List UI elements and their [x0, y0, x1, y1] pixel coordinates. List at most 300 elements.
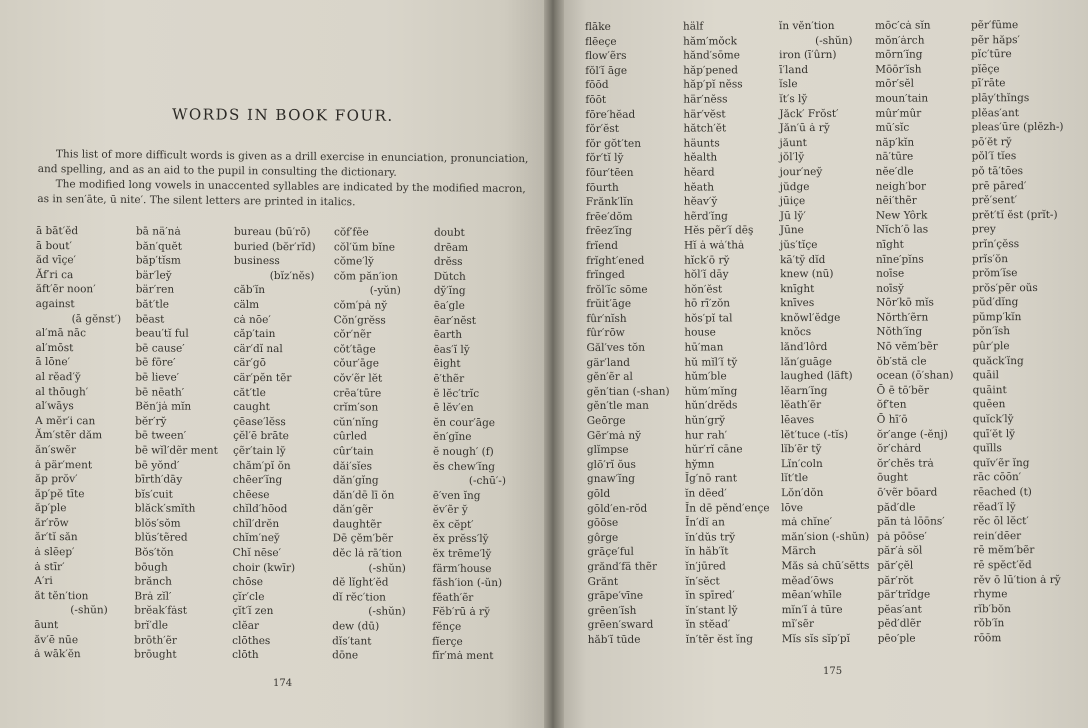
word-entry: al′mā nāc	[35, 327, 87, 340]
word-entry: (ā gĕnst′)	[71, 312, 122, 325]
word-entry: cŏl′ŭm bĭne	[333, 240, 395, 254]
word-entry: Märch	[781, 545, 817, 558]
word-column	[34, 224, 121, 662]
word-entry: rĕad′ĭ ly̆	[973, 500, 1016, 513]
word-entry: (-chū′-)	[468, 474, 506, 488]
word-entry: fûr′nĭsh	[586, 312, 627, 325]
word-entry: fŏr gŏt′ten	[585, 137, 641, 150]
word-entry: blŏs′sŏm	[134, 517, 181, 530]
word-entry: ĕv′ẽr y̆	[432, 504, 468, 517]
word-entry: ocean (ō′shan)	[876, 369, 954, 382]
word-entry: dĕ lĭght′ĕd	[332, 576, 389, 589]
word-entry: lăn′guāge	[780, 355, 832, 368]
word-entry: knŏwl′ĕdge	[780, 311, 841, 325]
word-entry: ăr′rōw	[34, 516, 69, 530]
word-entry: gĕn′tle man	[586, 400, 649, 413]
word-entry: mȧ chĭne′	[781, 516, 833, 529]
word-entry: quāint	[972, 384, 1007, 397]
word-entry: rein′dēer	[973, 529, 1022, 543]
word-entry: New Yôrk	[875, 209, 928, 222]
word-entry: fûr′rōw	[586, 327, 625, 340]
word-entry: fōōd	[585, 79, 609, 92]
word-entry: frēe′dŏm	[585, 210, 633, 223]
word-entry: Mĭs sĭs sĭp′pĭ	[781, 632, 850, 646]
word-entry: pûr′ple	[972, 340, 1010, 353]
word-entry: Mōōr′ĭsh	[875, 63, 922, 76]
word-entry: băn′quĕt	[135, 240, 182, 253]
word-entry: glō′rĭ ŏus	[586, 458, 636, 471]
word-entry: Nōr′kō mĭs	[876, 296, 934, 310]
word-entry: căb′ĭn	[233, 284, 266, 297]
word-entry: Grănt	[587, 575, 619, 588]
word-entry: doubt	[433, 226, 465, 239]
word-entry: fŏr′ĕst	[585, 123, 619, 136]
word-entry: al rĕad′y̆	[35, 370, 81, 384]
word-entry: noīse	[876, 267, 905, 280]
word-entry: fĭr′mȧ ment	[432, 649, 494, 663]
word-entry: dăn′dē lī ŏn	[332, 488, 395, 502]
word-entry: (-shŭn)	[368, 605, 406, 619]
word-entry: Nŏth′ĭng	[876, 326, 923, 339]
word-entry: măn′sion (-shŭn)	[781, 530, 870, 543]
word-column	[332, 225, 407, 663]
word-entry: hăm′mŏck	[683, 34, 738, 48]
word-entry: prŏm′ĭse	[972, 267, 1018, 280]
word-entry: grēen′sward	[587, 619, 654, 632]
word-entry: dew (dū)	[332, 620, 380, 633]
word-entry: căt′tle	[233, 386, 266, 399]
word-entry: fŏl′ĭ āge	[585, 64, 628, 77]
word-entry: pī′rāte	[971, 77, 1006, 90]
word-entry: pĕd′dlẽr	[877, 617, 922, 631]
word-entry: dĭs′tant	[332, 634, 372, 648]
word-entry: (-shŭn)	[368, 562, 406, 575]
word-entry: ĭn vĕn′tion	[779, 19, 835, 33]
word-entry: flow′ẽrs	[585, 50, 627, 63]
word-entry: Dē çĕm′bẽr	[332, 532, 394, 546]
word-entry: fĭerçe	[432, 635, 463, 648]
word-entry: Nŏrth′ẽrn	[876, 311, 929, 324]
word-entry: păr′rŏt	[877, 574, 914, 587]
word-entry: lĭb′ẽr ty̆	[780, 443, 822, 456]
word-entry: gĕn′tian (-shan)	[586, 385, 670, 398]
word-entry: ōught	[876, 472, 908, 485]
word-entry: ā bāt′ĕd	[35, 224, 79, 238]
word-entry: rĕv ō lū′tion ȧ ry̆	[973, 573, 1061, 586]
word-entry: ĕx prĕss′ly̆	[432, 533, 489, 546]
word-entry: rēached (t)	[973, 486, 1032, 499]
word-entry: prey	[971, 223, 996, 236]
word-entry: ȧ pär′ment	[34, 458, 93, 471]
word-entry: ăft′ẽr noon′	[35, 283, 96, 296]
word-entry: nĕe′dle	[875, 165, 914, 178]
word-entry: Ĭn dē pĕnd′ençe	[685, 501, 770, 515]
word-column	[875, 18, 955, 646]
word-entry: ēight	[433, 358, 461, 371]
word-entry: ĕx cĕpt′	[432, 518, 474, 531]
word-entry: āunt	[34, 619, 59, 632]
word-entry: ā bout′	[35, 239, 72, 252]
word-entry: ēas′ĭ ly̆	[433, 343, 470, 356]
word-entry: brănch	[134, 575, 172, 588]
word-entry: Ăf′ri ca	[35, 268, 74, 281]
word-entry: cŏf′fēe	[333, 226, 369, 239]
word-entry: ăp prŏv′	[34, 473, 78, 486]
word-entry: fĕnçe	[432, 620, 462, 633]
word-entry: nā′tūre	[875, 150, 914, 164]
word-entry: Bĕn′jȧ mĭn	[135, 400, 192, 413]
word-entry: jŏl′ly̆	[779, 151, 805, 164]
word-entry: ĕn′gĭne	[433, 431, 472, 444]
word-entry: ō′vẽr bōard	[877, 486, 938, 499]
word-entry: nīght	[875, 238, 904, 251]
word-entry: (-yŭn)	[369, 284, 401, 297]
word-entry: Ĭg′nō rant	[684, 472, 737, 485]
word-entry: chăm′pĭ ŏn	[232, 459, 291, 472]
word-entry: ĕx trēme′ly̆	[432, 547, 492, 561]
word-entry: ăp′ple	[34, 502, 67, 515]
word-entry: färm′house	[432, 562, 492, 575]
word-entry: hō rī′zŏn	[684, 297, 731, 310]
word-entry: bā nä′nȧ	[135, 225, 181, 238]
word-entry: dăn′gẽr	[332, 503, 373, 516]
word-entry: çẽr′tain ly̆	[232, 444, 286, 457]
word-entry: mōrn′ĭng	[875, 48, 923, 61]
word-entry: bē wĭl′dẽr ment	[134, 444, 218, 457]
page-number-right: 175	[823, 666, 843, 677]
word-entry: gôrge	[587, 531, 619, 544]
word-entry: Ĭn′dĭ an	[685, 516, 725, 529]
word-entry: ēa′gle	[433, 299, 465, 312]
word-entry: nēi′thẽr	[875, 194, 917, 207]
word-entry: laughed (läft)	[780, 370, 853, 383]
word-entry: Jăn′ū ȧ ry̆	[779, 122, 830, 135]
word-entry: jăunt	[779, 136, 807, 149]
word-entry: rōōm	[973, 632, 1002, 645]
word-entry: Hĕs pẽr′ĭ dēş	[683, 224, 754, 237]
word-entry: Brȧ zĭl′	[134, 590, 172, 603]
word-entry: bē lieve′	[135, 371, 180, 384]
word-entry: blăck′smĭth	[134, 502, 196, 515]
word-entry: făsh′ion (-ŭn)	[432, 576, 503, 590]
word-entry: clōthes	[232, 634, 271, 647]
word-entry: ēarth	[433, 328, 463, 342]
word-entry: Nĭch′ō las	[875, 223, 929, 237]
word-entry: rhyme	[973, 588, 1008, 601]
word-entry: pēo′ple	[877, 632, 916, 645]
word-entry: hăp′pened	[683, 64, 739, 77]
word-entry: hŏl′ĭ dāy	[684, 268, 729, 281]
word-entry: rē mĕm′bẽr	[973, 544, 1035, 557]
word-entry: păr′çĕl	[877, 559, 914, 572]
word-entry: jŭs′tĭçe	[779, 238, 818, 252]
word-entry: jūiçe	[779, 195, 806, 208]
word-entry: Ō ē tō′bẽr	[876, 384, 930, 397]
word-entry: cŏur′āge	[333, 357, 379, 370]
word-entry: neigh′bor	[875, 180, 927, 193]
word-entry: choir (kwīr)	[232, 561, 296, 574]
word-entry: grāpe′vīne	[587, 589, 644, 603]
word-entry: bē tween′	[135, 429, 187, 442]
word-entry: pŏ tā′tōes	[971, 165, 1024, 178]
word-entry: pŏn′ĭsh	[972, 325, 1011, 338]
word-entry: clĕar	[232, 619, 260, 633]
word-entry: fōur′tēen	[585, 166, 634, 179]
word-entry: här′nĕss	[683, 93, 728, 106]
word-entry: bōugh	[134, 561, 168, 574]
word-entry: plāy′thĭngs	[971, 92, 1030, 105]
word-entry: hăb′ĭ tūde	[587, 633, 641, 646]
word-entry: mĭ′sẽr	[781, 618, 814, 631]
word-entry: knīght	[780, 282, 815, 295]
word-entry: Frănk′lĭn	[585, 195, 634, 209]
word-entry: frĭght′ened	[586, 254, 645, 267]
word-entry: beau′tĭ ful	[135, 327, 189, 340]
word-entry: quĭv′ẽr ĭng	[972, 456, 1030, 470]
word-entry: lĕath′ẽr	[780, 399, 822, 412]
word-entry: bē fōre′	[135, 356, 176, 369]
word-entry: hŭm′ble	[684, 370, 727, 383]
word-entry: grēen′ĭsh	[587, 604, 637, 617]
word-entry: jour′ney̆	[779, 165, 823, 179]
word-entry: brĭ′dle	[134, 619, 169, 632]
word-entry: Fĕb′rū ȧ ry̆	[432, 606, 491, 619]
word-entry: ŏr′chĕs trȧ	[876, 457, 934, 470]
word-entry: al thōugh′	[35, 385, 89, 398]
word-entry: căp′tain	[233, 328, 276, 341]
word-entry: pẽr′fūme	[971, 19, 1019, 32]
word-entry: rāc cōōn′	[972, 471, 1022, 484]
word-entry: cûr′tain	[332, 445, 374, 458]
word-entry: rŏb′ĭn	[973, 617, 1005, 630]
word-entry: caught	[233, 400, 270, 414]
word-entry: cär′pĕn tẽr	[233, 371, 292, 385]
word-entry: pŏl′ĭ tĭes	[971, 150, 1017, 163]
word-entry: Lŏn′dŏn	[781, 486, 824, 500]
word-entry: quĭck′ly̆	[972, 413, 1014, 426]
word-entry: mōr′sĕl	[875, 77, 914, 91]
word-entry: buried (bĕr′rĭd)	[233, 240, 316, 253]
word-entry: hĭck′ō ry̆	[684, 253, 730, 267]
word-column	[683, 19, 770, 647]
word-entry: frēez′ĭng	[585, 225, 633, 238]
word-entry: quĭlls	[972, 442, 1002, 455]
word-entry: hĕav′y̆	[683, 195, 718, 208]
word-entry: ĭn dēed′	[685, 487, 727, 500]
word-entry: bē nēath′	[135, 385, 185, 399]
word-entry: hŏs′pĭ tal	[684, 312, 733, 325]
word-entry: här′vĕst	[683, 107, 726, 121]
word-entry: rĕc ōl lĕct′	[973, 515, 1029, 528]
word-entry: hŭr′rĭ cāne	[684, 443, 743, 456]
word-entry: bureau (bū′rō)	[233, 225, 311, 239]
word-entry: ĭn′dŭs try̆	[685, 531, 736, 544]
word-entry: chēer′ĭng	[232, 473, 283, 487]
word-entry: cär′dĭ nal	[233, 342, 283, 355]
word-entry: mēan′whīle	[781, 589, 842, 602]
word-entry: lĭt′tle	[780, 472, 809, 485]
word-entry: păn tȧ lōōns′	[877, 515, 945, 528]
word-entry: al′wāys	[35, 400, 74, 413]
word-entry: knīves	[780, 297, 815, 310]
word-entry: hū′man	[684, 341, 724, 354]
word-entry: hŭn′drĕds	[684, 399, 738, 413]
word-entry: prĕ′sent′	[971, 194, 1018, 207]
word-entry: drēam	[433, 241, 469, 254]
word-entry: ā lōne′	[35, 356, 71, 369]
word-entry: çĭr′cle	[232, 590, 265, 603]
word-entry: gĕn′ẽr al	[586, 371, 633, 384]
word-entry: Găl′ves tŏn	[586, 341, 646, 355]
word-entry: Jūne	[779, 224, 804, 237]
word-entry: (-shŭn)	[70, 604, 108, 617]
word-entry: lōve	[781, 501, 803, 514]
word-entry: hĕath	[683, 180, 714, 194]
word-entry: ĕs chew′ĭng	[432, 460, 495, 473]
word-entry: ŏf′ten	[876, 399, 907, 412]
word-entry: ăv′ē nūe	[34, 633, 79, 646]
word-entry: Dŭtch	[433, 270, 466, 283]
word-entry: prĭs′ŏn	[972, 252, 1009, 265]
word-entry: dy̆′ĭng	[433, 285, 466, 298]
word-entry: chĭm′ney̆	[232, 532, 280, 545]
word-entry: gōld	[587, 487, 611, 500]
word-entry: ī′land	[779, 63, 809, 76]
word-entry: bīrth′dāy	[134, 473, 183, 486]
word-entry: pŭd′dĭng	[972, 296, 1019, 309]
word-entry: fōōt	[585, 93, 607, 106]
word-entry: ē′ven ĭng	[432, 489, 481, 502]
word-entry: mĭn′ĭ ȧ tūre	[781, 603, 843, 616]
word-entry: çĕl′ē brāte	[233, 430, 289, 443]
word-entry: ē lĕv′en	[433, 401, 474, 415]
intro-text	[37, 147, 530, 212]
word-entry: gōld′en-rŏd	[587, 502, 648, 515]
word-entry: ĭn′stant ly̆	[685, 604, 738, 617]
word-entry: bē cause′	[135, 342, 185, 355]
word-entry: Ăm′stẽr dăm	[35, 429, 103, 442]
word-entry: frŭit′āge	[586, 298, 632, 311]
word-entry: bĭs′cuit	[134, 488, 173, 501]
word-entry: pĭēçe	[971, 62, 1000, 76]
word-entry: cŏr′nẽr	[333, 328, 372, 341]
word-column	[971, 18, 1066, 646]
word-entry: ĭn spīred′	[685, 589, 735, 602]
word-entry: frĭnged	[586, 268, 625, 282]
word-entry: pŭmp′kĭn	[972, 310, 1022, 324]
word-entry: grănd′fä thẽr	[587, 560, 657, 573]
word-entry: fōurth	[585, 181, 619, 194]
word-column	[432, 226, 507, 664]
word-column	[232, 225, 316, 663]
word-entry: prē pāred′	[971, 179, 1027, 192]
word-entry: mĕad′ōws	[781, 574, 834, 587]
word-entry: çĭt′ĭ zen	[232, 605, 274, 618]
word-entry: al′mōst	[35, 341, 74, 354]
word-entry: hur rah′	[684, 429, 728, 442]
word-entry: noīsy̆	[876, 282, 904, 295]
word-entry: jŭdge	[779, 180, 810, 193]
word-entry: Chĭ nēse′	[232, 546, 282, 560]
word-entry: ēar′nĕst	[433, 314, 477, 327]
word-entry: kā′ty̆ dĭd	[780, 253, 826, 266]
word-entry: hŭn′gry̆	[684, 414, 726, 427]
word-entry: ŏr′chȧrd	[876, 442, 922, 455]
word-entry: hŭ mĭl′ĭ ty̆	[684, 355, 738, 369]
word-entry: cŏt′tāge	[333, 343, 376, 356]
word-entry: flēeçe	[585, 35, 617, 48]
word-entry: bē yŏnd′	[134, 458, 180, 472]
word-entry: cŏv′ẽr lĕt	[333, 372, 383, 385]
word-entry: glĭmpse	[586, 444, 629, 457]
word-entry: brōught	[134, 648, 177, 661]
word-entry: Măs sȧ chū′sĕtts	[781, 559, 870, 573]
word-entry: ĕn cour′āge	[433, 416, 496, 429]
word-entry: Gẽr′mȧ ny̆	[586, 429, 642, 442]
word-entry: hy̆mn	[684, 458, 715, 471]
word-entry: dōne	[332, 649, 359, 662]
word-entry: prĭn′çĕss	[971, 238, 1020, 251]
word-entry: mū′sĭc	[875, 121, 910, 134]
word-entry: pẽr hăps′	[971, 33, 1020, 46]
word-entry: ĭn′tẽr ĕst ĭng	[685, 633, 754, 646]
word-entry: mûr′mûr	[875, 107, 922, 120]
word-entry: häunts	[683, 137, 720, 150]
word-entry: pĭc′tūre	[971, 48, 1012, 61]
word-entry: hănd′sōme	[683, 49, 740, 62]
word-entry: ĭsle	[779, 78, 798, 91]
word-entry: drĕss	[433, 255, 463, 269]
word-entry: ȧ wāk′ĕn	[34, 648, 81, 661]
word-entry: clōth	[232, 649, 259, 662]
word-entry: cälm	[233, 298, 260, 311]
word-entry: băp′tĭsm	[135, 254, 181, 267]
word-entry: daughtẽr	[332, 518, 382, 531]
word-entry: cŭn′nĭng	[333, 416, 379, 429]
word-entry: frŏl′ĭc sōme	[586, 283, 648, 296]
word-column	[779, 19, 870, 647]
word-entry: ăr′tĭ săn	[34, 531, 78, 544]
word-entry: hẽrd′ĭng	[683, 210, 728, 223]
word-entry: pō′ĕt ry̆	[971, 135, 1012, 149]
word-entry: fĕath′ẽr	[432, 591, 474, 604]
word-entry: lēaves	[780, 414, 815, 427]
word-entry: quī′ĕt ly̆	[972, 427, 1016, 440]
page-title: WORDS IN BOOK FOUR.	[171, 105, 394, 125]
word-entry: mŏn′ȧrch	[875, 34, 925, 47]
word-entry: prŏs′pẽr oŭs	[972, 281, 1038, 295]
word-entry: dăi′sĭes	[332, 459, 373, 472]
word-entry: A′ri	[34, 575, 53, 588]
word-entry: prĕt′tĭ ĕst (prĭt-)	[971, 208, 1058, 222]
word-entry: bär′ren	[135, 283, 175, 296]
book-gutter	[544, 0, 564, 728]
word-entry: gōōse	[587, 517, 619, 530]
word-entry: băt′tle	[135, 298, 170, 311]
word-entry: hĕalth	[683, 151, 718, 164]
word-entry: rĭb′bŏn	[973, 602, 1011, 616]
word-entry: cär′gō	[233, 357, 267, 370]
word-entry: ĭt′s ly̆	[779, 92, 808, 106]
word-entry: iron (ī′ûrn)	[779, 49, 837, 62]
word-entry: ȧ slēep′	[34, 546, 75, 559]
word-entry: hĕard	[683, 166, 715, 179]
word-entry: bĕr′ry̆	[135, 415, 167, 428]
word-entry: Hĭ ȧ wȧ′thȧ	[683, 239, 745, 252]
word-entry: ȧ stīr′	[34, 560, 65, 573]
word-entry: Ō hī′ō	[876, 413, 908, 426]
word-entry: nīne′pĭns	[876, 253, 924, 266]
